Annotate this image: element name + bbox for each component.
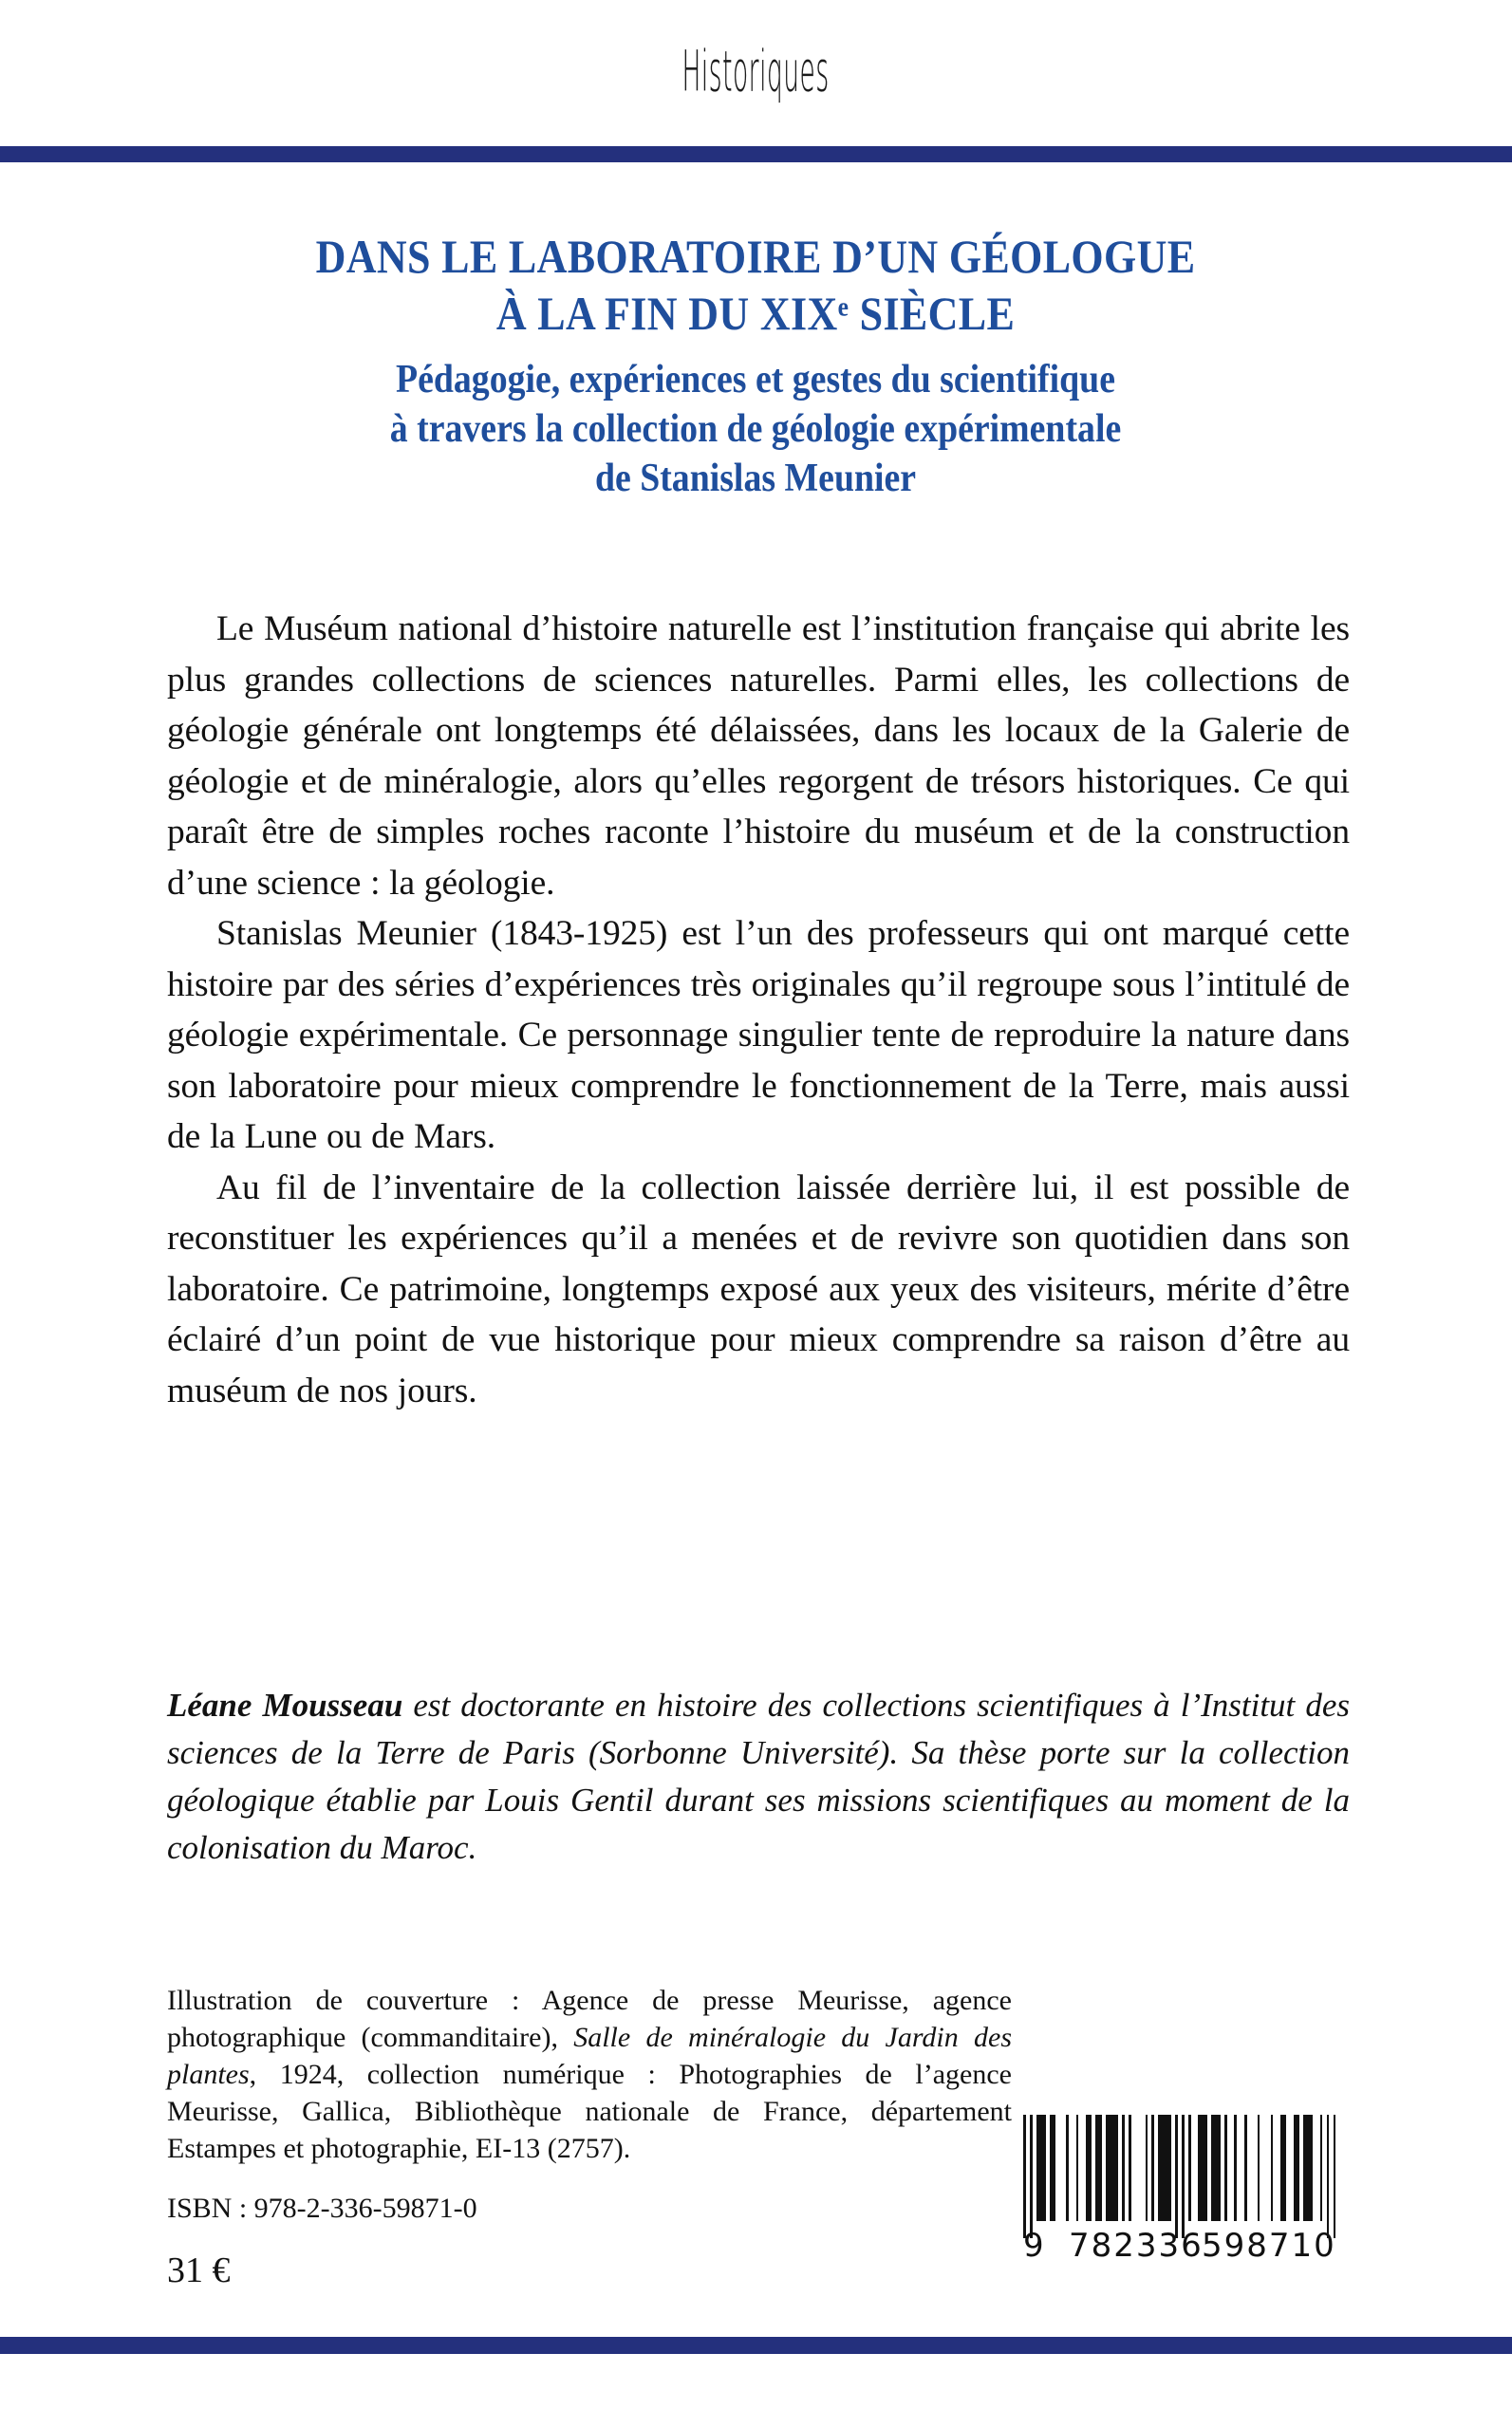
barcode-right-group: 598710 <box>1202 2227 1336 2265</box>
main-title-line-2-suffix: SIÈCLE <box>849 287 1016 340</box>
credits-illustration-title: Salle de minéralogie du Jardin des plantes <box>167 2022 1012 2090</box>
title-block <box>91 228 1420 503</box>
ean13-barcode <box>1023 2115 1336 2286</box>
main-title-line-2 <box>171 285 1340 342</box>
isbn-text: ISBN : 978-2-336-59871-0 <box>167 2193 477 2224</box>
credits-paragraph <box>167 1982 1012 2167</box>
blurb-paragraph: Stanislas Meunier (1843-1925) est l’un des professeurs qui ont marqué cette histoire par des séries d’expériences très originales qu’il regroupe sous l’intitulé de géologie expérimentale. Ce personnage singulier tente de reproduire la nature dans son laboratoire pour mieux comprendre le fonctionnement de la Terre, mais aussi de la Lune ou de Mars. <box>167 914 1350 1156</box>
author-bio-text: est doctorante en histoire des collections scientifiques à l’Institut des sciences de la Terre de Paris (Sorbonne Université). Sa thèse porte sur la collection géologique établie par Louis Gentil durant ses missions scientifiques au moment de la colonisation du Maroc. <box>167 1687 1350 1866</box>
blurb-paragraph: Le Muséum national d’histoire naturelle est l’institution française qui abrite les plus grandes collections de sciences naturelles. Parmi elles, les collections de géologie générale ont longtemps été délaissées, dans les locaux de la Galerie de géologie et de minéralogie, alors qu’elles regorgent de trésors historiques. Ce qui paraît être de simples roches raconte l’histoire du muséum et de la construction d’une science : la géologie. <box>167 609 1350 903</box>
cover-illustration-credits <box>167 1982 1012 2167</box>
blurb-text <box>167 604 1350 1416</box>
barcode-digits <box>1023 2227 1336 2265</box>
author-bio-paragraph <box>167 1682 1350 1872</box>
main-title-line-1: DANS LE LABORATOIRE D’UN GÉOLOGUE <box>315 230 1196 283</box>
main-title-line-2-prefix: À LA FIN DU XIX <box>495 287 838 340</box>
subtitle-line-1: Pédagogie, expériences et gestes du scientifique <box>396 358 1115 402</box>
credits-part-2: , 1924, collection numérique : Photographies de l’agence Meurisse, Gallica, Bibliothèque nationale de France, département Estampes et photographie, EI-13 (2757). <box>167 2059 1012 2164</box>
main-title-ordinal-suffix: e <box>837 291 849 323</box>
bottom-navy-rule <box>0 2337 1512 2354</box>
subtitle-line-3: de Stanislas Meunier <box>594 457 917 500</box>
collection-name: Historiques <box>681 39 831 105</box>
credits-part-1: Illustration de couverture : Agence de presse Meurisse, agence photographique (commanditaire), <box>167 1985 1012 2053</box>
price-text: 31 € <box>167 2250 231 2290</box>
top-navy-rule <box>0 146 1512 162</box>
author-bio <box>167 1682 1350 1872</box>
blurb-paragraph: Au fil de l’inventaire de la collection laissée derrière lui, il est possible de reconstituer les expériences qu’il a menées et de revivre son quotidien dans son laboratoire. Ce patrimoine, longtemps exposé aux yeux des visiteurs, mérite d’être éclairé d’un point de vue historique pour mieux comprendre sa raison d’être au muséum de nos jours. <box>167 1167 1350 1410</box>
barcode-bars <box>1023 2115 1336 2238</box>
barcode-lead-digit: 9 <box>1023 2227 1046 2265</box>
collection-header <box>0 0 1512 144</box>
author-name: Léane Mousseau <box>167 1687 403 1724</box>
subtitle-line-2: à travers la collection de géologie expérimentale <box>389 407 1122 451</box>
subtitle-block <box>91 355 1420 503</box>
barcode-left-group: 782336 <box>1069 2227 1204 2265</box>
